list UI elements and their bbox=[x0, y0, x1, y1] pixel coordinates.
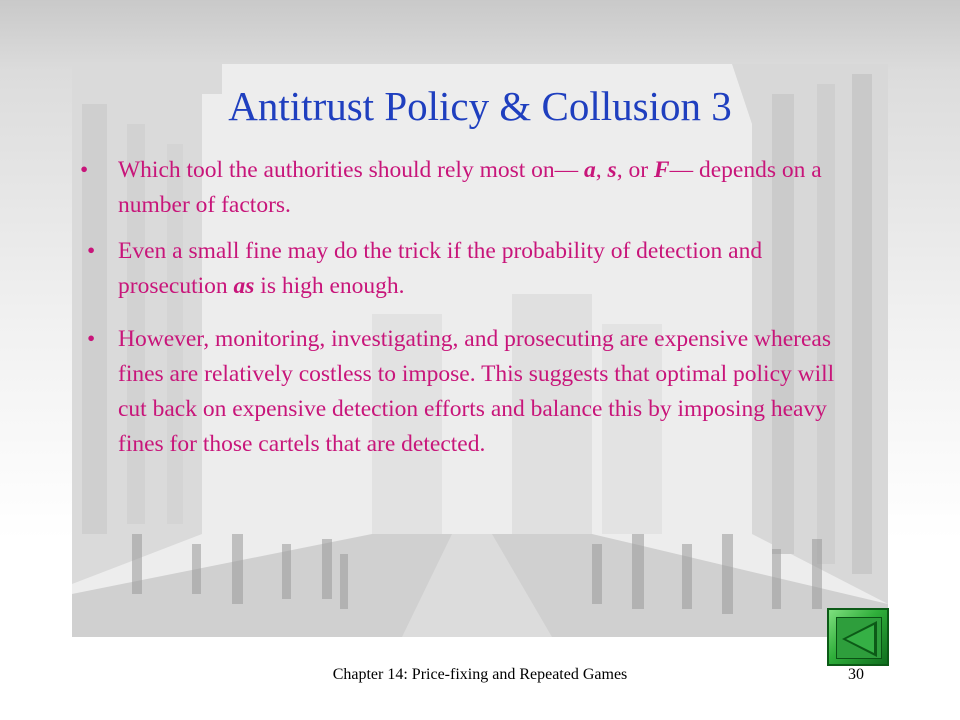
back-nav-button[interactable] bbox=[827, 608, 889, 666]
bullet-2-text: Even a small fine may do the trick if the probability of detection and prosecution bbox=[118, 238, 763, 299]
bullet-1-var-a: a bbox=[584, 157, 596, 183]
bullet-1-text-end: — depends on a number of factors. bbox=[118, 157, 822, 218]
bullet-1-text: Which tool the authorities should rely most on— bbox=[118, 157, 585, 183]
bullet-dot: • bbox=[87, 326, 96, 352]
bullet-dot: • bbox=[80, 157, 89, 183]
bullet-dot: • bbox=[87, 238, 96, 264]
page-number: 30 bbox=[848, 666, 864, 683]
bullet-1-sep: , bbox=[595, 157, 608, 183]
footer-chapter: Chapter 14: Price-fixing and Repeated Games bbox=[332, 666, 628, 683]
slide-title: Antitrust Policy & Collusion 3 bbox=[228, 83, 732, 129]
bullet-3-text: However, monitoring, investigating, and prosecuting are expensive whereas fines are relatively costless to impose. This suggests that optimal policy will cut back on expensive detection efforts and balance this by imposing heavy fines for those cartels that are detected. bbox=[118, 326, 835, 457]
bullet-1-var-f: F bbox=[653, 157, 670, 183]
left-triangle-icon bbox=[829, 610, 891, 668]
bullet-1 bbox=[80, 153, 838, 223]
bullet-3 bbox=[87, 322, 863, 462]
bullet-2-var-as: as bbox=[233, 273, 255, 299]
bullet-1-var-s: s bbox=[607, 157, 617, 183]
bullet-2 bbox=[87, 234, 838, 304]
bullet-1-sep: , or bbox=[616, 157, 654, 183]
bullet-2-text-end: is high enough. bbox=[254, 273, 405, 299]
